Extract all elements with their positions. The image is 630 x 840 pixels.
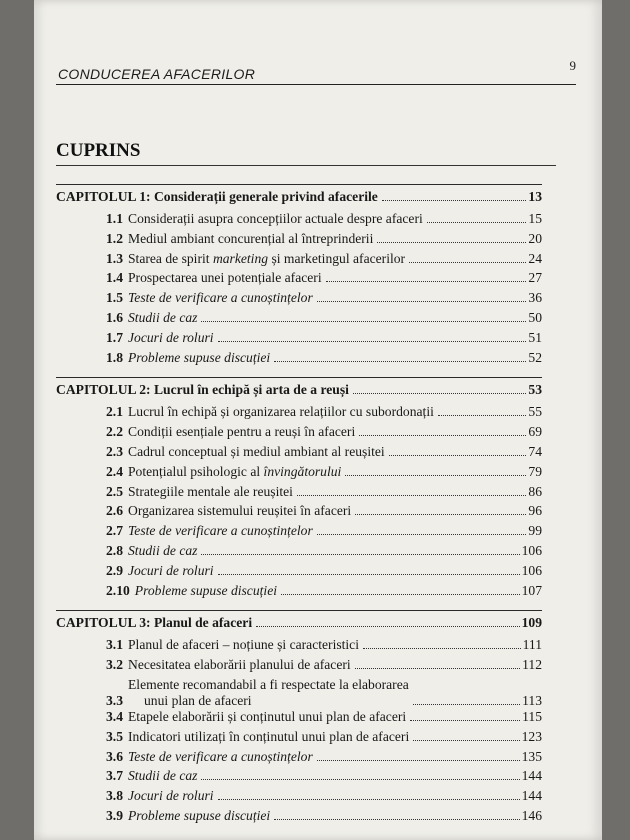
chapter-3 bbox=[56, 610, 542, 827]
chapter-page: 109 bbox=[521, 615, 542, 631]
toc-title-rule bbox=[56, 165, 556, 166]
toc-entry bbox=[56, 768, 542, 788]
section-title-line: Elemente recomandabil a fi respectate la elaborarea bbox=[128, 676, 409, 692]
section-title bbox=[128, 523, 313, 539]
toc-entry bbox=[56, 523, 542, 543]
section-title bbox=[128, 444, 385, 460]
dot-leader bbox=[413, 704, 520, 705]
section-title bbox=[128, 251, 405, 267]
section-page: 135 bbox=[521, 748, 542, 764]
dot-leader bbox=[218, 799, 520, 800]
section-page: 36 bbox=[528, 290, 542, 306]
dot-leader bbox=[413, 740, 519, 741]
section-page: 74 bbox=[528, 443, 542, 459]
section-title-italic: Studii de caz bbox=[128, 768, 198, 784]
section-page: 96 bbox=[528, 503, 542, 519]
toc-entry bbox=[56, 231, 542, 251]
toc-entry bbox=[56, 709, 542, 729]
section-title bbox=[128, 543, 197, 559]
section-number: 2.8 bbox=[106, 542, 123, 558]
section-title-text: Planul de afaceri – noțiune și caracteristici bbox=[128, 637, 359, 653]
book-page bbox=[34, 0, 602, 840]
section-number: 3.8 bbox=[106, 788, 123, 804]
dot-leader bbox=[274, 361, 526, 362]
section-number: 3.7 bbox=[106, 768, 123, 784]
dot-leader bbox=[201, 554, 519, 555]
dot-leader bbox=[274, 819, 519, 820]
section-title-text: Cadrul conceptual și mediul ambiant al reușitei bbox=[128, 443, 385, 459]
section-page: 86 bbox=[528, 483, 542, 499]
dot-leader bbox=[353, 393, 526, 394]
section-title-text-after: și marketingul afacerilor bbox=[268, 250, 406, 266]
section-title-italic: marketing bbox=[212, 250, 269, 266]
toc-entry bbox=[56, 677, 542, 709]
section-title bbox=[128, 637, 359, 653]
section-number: 3.6 bbox=[106, 748, 123, 764]
dot-leader bbox=[345, 475, 526, 476]
section-title bbox=[128, 788, 214, 804]
section-title bbox=[128, 350, 270, 366]
running-header-title: CONDUCEREA AFACERILOR bbox=[58, 66, 256, 82]
section-title-continuation: unui plan de afaceri bbox=[144, 692, 252, 708]
dot-leader bbox=[218, 341, 527, 342]
section-page: 20 bbox=[528, 230, 542, 246]
section-number: 3.3 bbox=[106, 692, 123, 708]
toc-entry bbox=[56, 290, 542, 310]
dot-leader bbox=[355, 668, 520, 669]
section-number: 2.10 bbox=[106, 582, 130, 598]
chapter-1 bbox=[56, 184, 542, 369]
section-page: 123 bbox=[521, 728, 542, 744]
section-page: 106 bbox=[521, 542, 542, 558]
section-number: 2.4 bbox=[106, 463, 123, 479]
toc-entry bbox=[56, 563, 542, 583]
section-number: 2.9 bbox=[106, 562, 123, 578]
section-title-text: Starea de spirit bbox=[128, 250, 213, 266]
dot-leader bbox=[382, 200, 527, 201]
dot-leader bbox=[256, 626, 520, 627]
section-page: 107 bbox=[521, 582, 542, 598]
section-title bbox=[128, 330, 214, 346]
section-number: 1.1 bbox=[106, 211, 123, 226]
page-number: 9 bbox=[569, 58, 576, 73]
dot-leader bbox=[281, 594, 520, 595]
toc-entry bbox=[56, 270, 542, 290]
section-title-italic: Probleme supuse discuției bbox=[128, 807, 271, 823]
chapter-title: CAPITOLUL 2: Lucrul în echipă și arta de a reuși bbox=[56, 382, 349, 398]
toc-entry bbox=[56, 350, 542, 370]
dot-leader bbox=[317, 301, 527, 302]
section-title-text: Mediul ambiant concurențial al întreprinderii bbox=[128, 230, 374, 246]
toc-entry bbox=[56, 788, 542, 808]
toc-entry bbox=[56, 211, 542, 231]
section-title-text: Potențialul psihologic al bbox=[128, 463, 264, 479]
section-number: 3.9 bbox=[106, 807, 123, 823]
section-page: 99 bbox=[528, 523, 542, 539]
chapter-page: 53 bbox=[528, 382, 542, 398]
section-title bbox=[128, 424, 355, 440]
section-title-text: Lucrul în echipă și organizarea relațiilor cu subordonații bbox=[128, 404, 434, 420]
section-number: 1.8 bbox=[106, 349, 123, 365]
dot-leader bbox=[389, 455, 527, 456]
toc-title: CUPRINS bbox=[56, 140, 141, 161]
section-title bbox=[128, 290, 313, 306]
section-title bbox=[128, 404, 434, 420]
section-number: 2.6 bbox=[106, 503, 123, 519]
dot-leader bbox=[377, 242, 526, 243]
section-page: 52 bbox=[528, 349, 542, 365]
section-number: 3.2 bbox=[106, 657, 123, 673]
section-title bbox=[128, 464, 341, 480]
dot-leader bbox=[427, 222, 527, 223]
section-page: 146 bbox=[521, 807, 542, 823]
section-number: 1.7 bbox=[106, 329, 123, 345]
section-title bbox=[135, 583, 277, 599]
section-title bbox=[128, 677, 409, 709]
section-number: 2.5 bbox=[106, 483, 123, 499]
section-title-italic: Jocuri de roluri bbox=[128, 788, 214, 804]
dot-leader bbox=[201, 779, 519, 780]
dot-leader bbox=[326, 281, 527, 282]
section-title bbox=[128, 310, 197, 326]
section-page: 106 bbox=[521, 562, 542, 578]
toc-entry bbox=[56, 503, 542, 523]
dot-leader bbox=[201, 321, 526, 322]
toc-entry bbox=[56, 484, 542, 504]
section-title-italic: Teste de verificare a cunoștințelor bbox=[128, 748, 313, 764]
dot-leader bbox=[355, 514, 526, 515]
section-number: 1.3 bbox=[106, 250, 123, 266]
section-title bbox=[128, 709, 406, 725]
toc-entry bbox=[56, 543, 542, 563]
section-number: 2.3 bbox=[106, 443, 123, 459]
section-page: 113 bbox=[522, 692, 542, 708]
section-title bbox=[128, 484, 293, 500]
toc-entry bbox=[56, 637, 542, 657]
section-page: 55 bbox=[528, 404, 542, 420]
section-page: 144 bbox=[521, 788, 542, 804]
section-title-text: Strategiile mentale ale reușitei bbox=[128, 483, 293, 499]
section-number: 2.1 bbox=[106, 404, 123, 420]
section-number: 3.5 bbox=[106, 728, 123, 744]
section-title bbox=[128, 563, 214, 579]
chapter-2 bbox=[56, 377, 542, 602]
section-title bbox=[128, 729, 409, 745]
running-header bbox=[56, 58, 576, 85]
section-page: 27 bbox=[528, 270, 542, 286]
section-number: 1.5 bbox=[106, 290, 123, 306]
dot-leader bbox=[410, 720, 520, 721]
dot-leader bbox=[317, 534, 527, 535]
section-title-italic: Teste de verificare a cunoștințelor bbox=[128, 523, 313, 539]
chapter-heading bbox=[56, 382, 542, 404]
section-page: 69 bbox=[528, 424, 542, 440]
toc-entry bbox=[56, 657, 542, 677]
dot-leader bbox=[218, 574, 520, 575]
section-title-italic: Probleme supuse discuției bbox=[128, 349, 271, 365]
section-title bbox=[128, 270, 322, 286]
section-title-text: Prospectarea unei potențiale afaceri bbox=[128, 270, 322, 286]
toc-entry bbox=[56, 444, 542, 464]
section-title-text: Necesitatea elaborării planului de afaceri bbox=[128, 657, 351, 673]
toc-entry bbox=[56, 251, 542, 271]
toc-entry bbox=[56, 464, 542, 484]
toc-entry bbox=[56, 808, 542, 828]
section-page: 24 bbox=[528, 250, 542, 266]
toc-entry bbox=[56, 404, 542, 424]
chapter-page: 13 bbox=[528, 189, 542, 204]
section-number: 3.1 bbox=[106, 637, 123, 653]
section-title bbox=[128, 768, 197, 784]
section-number: 3.4 bbox=[106, 708, 123, 724]
section-title-italic: Jocuri de roluri bbox=[128, 329, 214, 345]
section-page: 50 bbox=[528, 309, 542, 325]
section-title-text: Condiții esențiale pentru a reuși în afaceri bbox=[128, 424, 356, 440]
toc-entry bbox=[56, 330, 542, 350]
chapter-title: CAPITOLUL 3: Planul de afaceri bbox=[56, 615, 253, 631]
section-title-text: Indicatori utilizați în conținutul unui plan de afaceri bbox=[128, 728, 410, 744]
section-number: 1.6 bbox=[106, 309, 123, 325]
section-title-italic: Studii de caz bbox=[128, 309, 198, 325]
section-title-italic: Jocuri de roluri bbox=[128, 562, 214, 578]
section-number: 2.7 bbox=[106, 523, 123, 539]
section-title bbox=[128, 503, 351, 519]
section-page: 79 bbox=[528, 463, 542, 479]
section-title-italic: Probleme supuse discuției bbox=[134, 582, 278, 598]
chapter-heading bbox=[56, 189, 542, 211]
toc-entry bbox=[56, 729, 542, 749]
section-title-italic: învingătorului bbox=[263, 463, 342, 479]
dot-leader bbox=[359, 435, 526, 436]
section-number: 2.2 bbox=[106, 424, 123, 440]
section-page: 15 bbox=[528, 211, 542, 226]
section-title-italic: Teste de verificare a cunoștințelor bbox=[128, 290, 313, 306]
chapter-title: CAPITOLUL 1: Considerații generale privind afacerile bbox=[56, 189, 378, 204]
table-of-contents bbox=[56, 184, 542, 828]
section-page: 115 bbox=[522, 708, 542, 724]
section-title bbox=[128, 231, 373, 247]
section-title-text: Etapele elaborării și conținutul unui plan de afaceri bbox=[128, 708, 407, 724]
dot-leader bbox=[297, 495, 526, 496]
section-title-text: Organizarea sistemului reușitei în afaceri bbox=[128, 503, 352, 519]
section-page: 112 bbox=[522, 657, 542, 673]
dot-leader bbox=[363, 648, 521, 649]
section-page: 111 bbox=[522, 637, 542, 653]
section-title bbox=[128, 808, 270, 824]
section-title-text: Considerații asupra concepțiilor actuale despre afaceri bbox=[128, 211, 423, 226]
toc-entry bbox=[56, 749, 542, 769]
section-title bbox=[128, 211, 423, 227]
section-page: 51 bbox=[528, 329, 542, 345]
section-title bbox=[128, 657, 351, 673]
dot-leader bbox=[317, 760, 520, 761]
section-number: 1.4 bbox=[106, 270, 123, 286]
section-page: 144 bbox=[521, 768, 542, 784]
toc-entry bbox=[56, 310, 542, 330]
toc-entry bbox=[56, 424, 542, 444]
chapter-heading bbox=[56, 615, 542, 637]
dot-leader bbox=[409, 262, 526, 263]
toc-entry bbox=[56, 583, 542, 603]
section-title bbox=[128, 749, 313, 765]
section-title-italic: Studii de caz bbox=[128, 542, 198, 558]
dot-leader bbox=[438, 415, 527, 416]
section-number: 1.2 bbox=[106, 230, 123, 246]
